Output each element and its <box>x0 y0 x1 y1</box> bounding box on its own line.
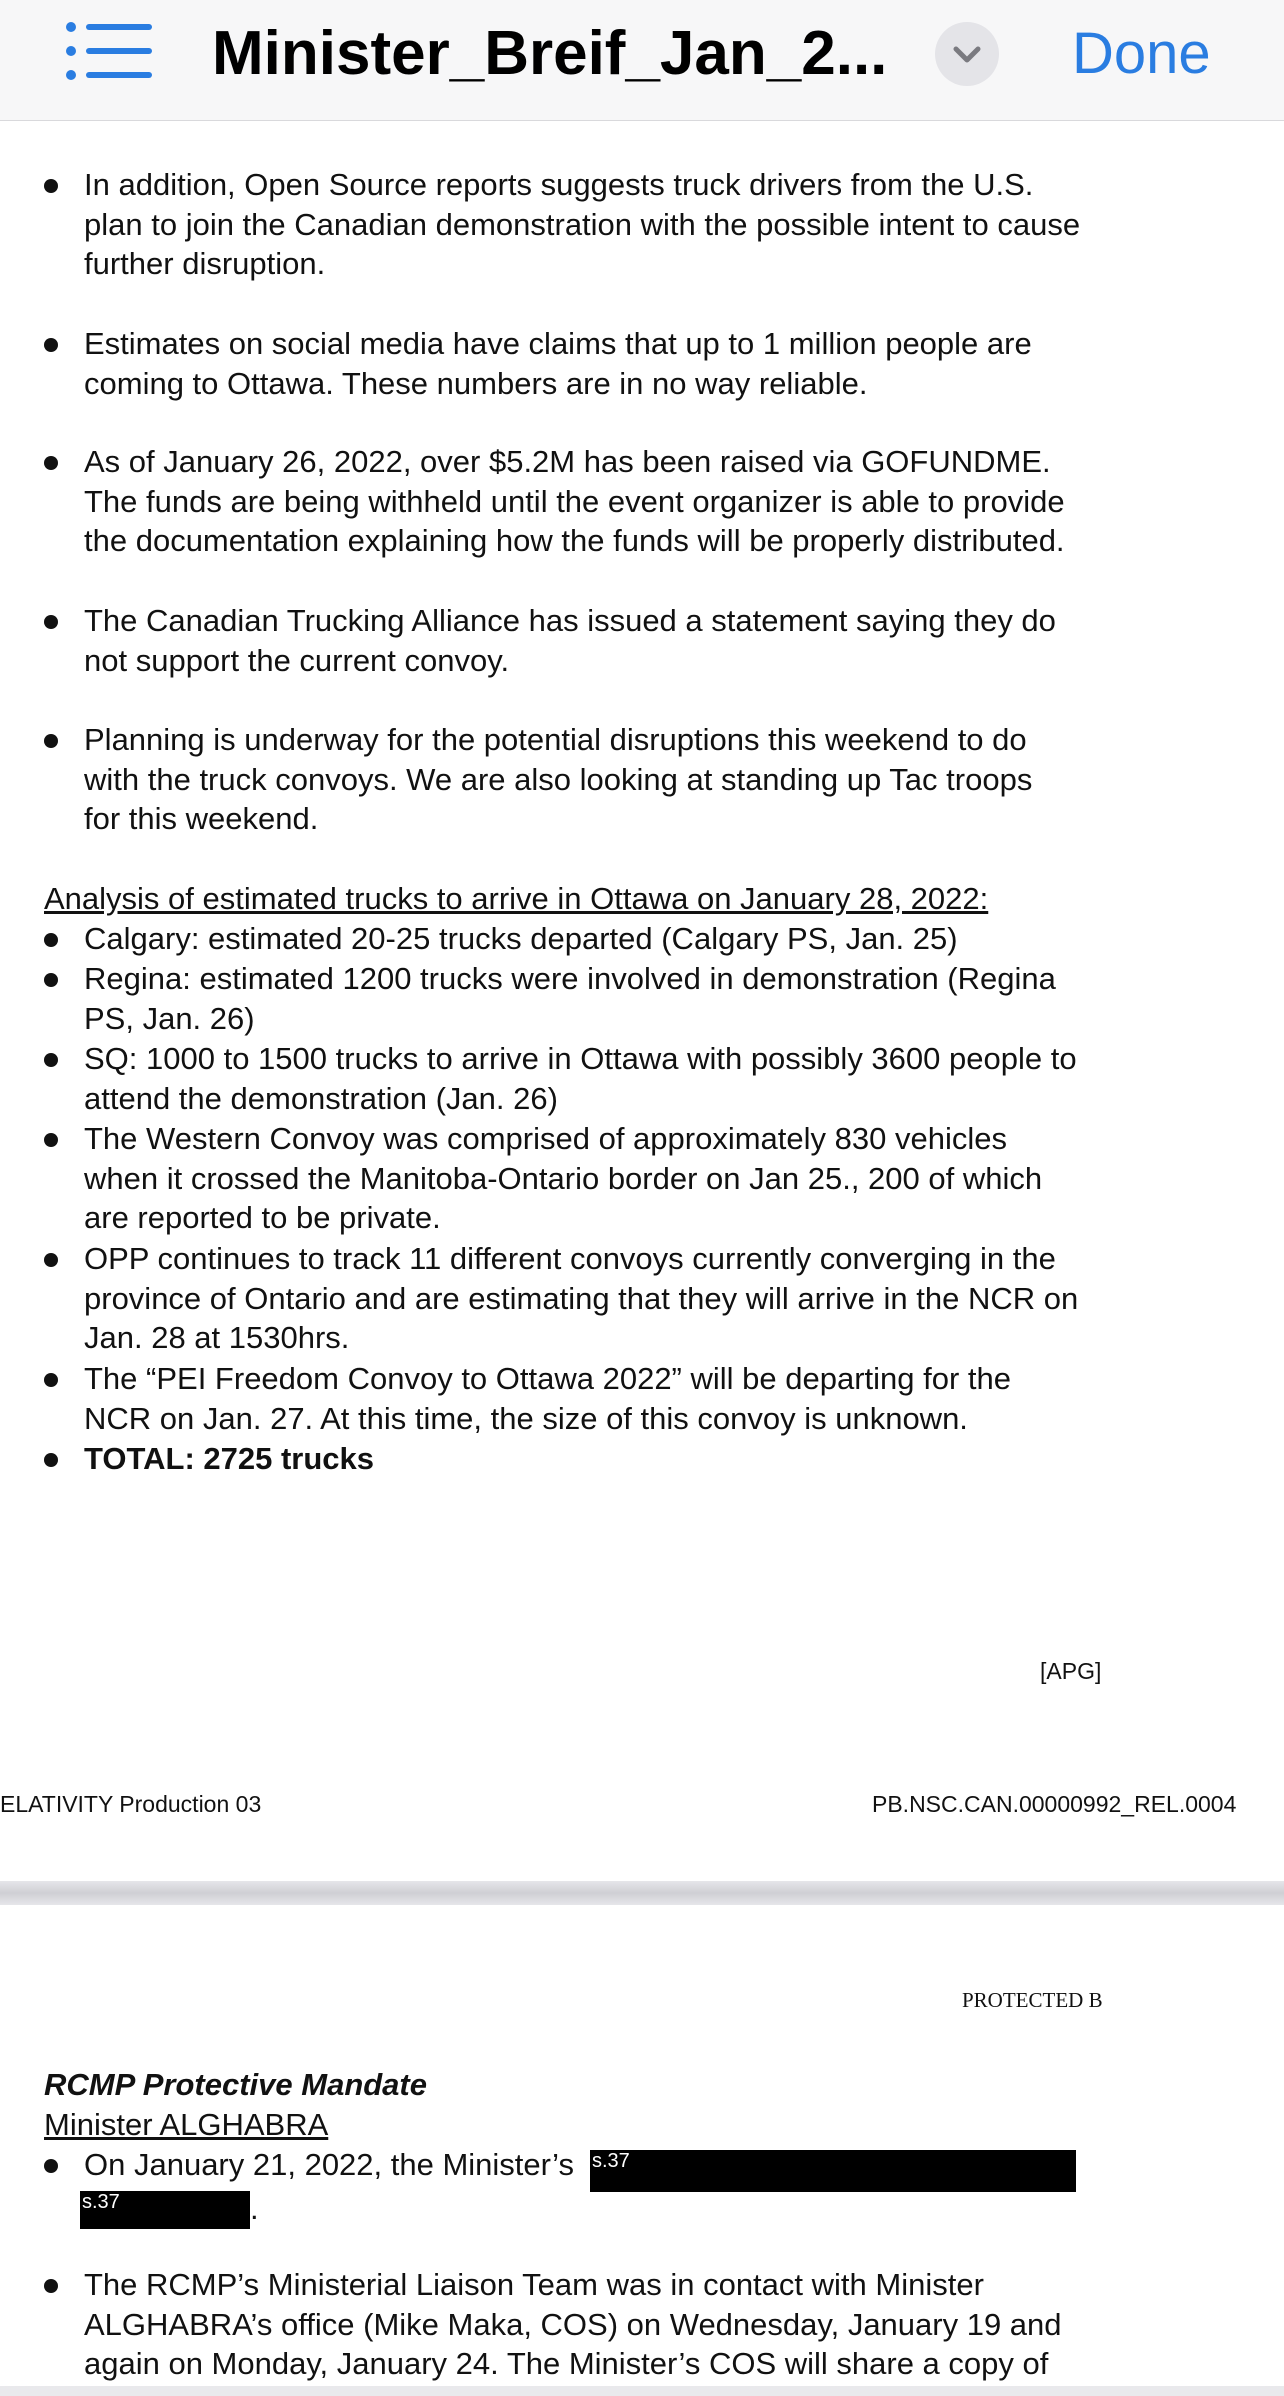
bullet-line: On January 21, 2022, the Minister’s <box>84 2147 574 2182</box>
bullet-line: As of January 26, 2022, over $5.2M has been raised via GOFUNDME. <box>84 444 1051 479</box>
protected-label: PROTECTED B <box>962 1988 1103 2012</box>
bullet-line: The funds are being withheld until the event organizer is able to provide <box>84 483 1065 519</box>
bullet-line: plan to join the Canadian demonstration with the possible intent to cause <box>84 206 1081 242</box>
bullet-icon <box>44 1373 58 1387</box>
document-page-2 <box>0 1905 1284 2396</box>
redaction-box: s.37 <box>590 2150 1076 2192</box>
bullet-icon <box>44 338 58 352</box>
bullet-icon <box>44 1133 58 1147</box>
apg-marker: [APG] <box>1040 1658 1102 1684</box>
bullet-icon <box>44 456 58 470</box>
bullet-line: Jan. 28 at 1530hrs. <box>84 1320 350 1355</box>
bullet-line: when it crossed the Manitoba-Ontario border on Jan 25., 200 of which <box>84 1160 1043 1196</box>
bullet-line: with the truck convoys. We are also looking at standing up Tac troops <box>84 761 1033 797</box>
bullet-line: again on Monday, January 24. The Minister’s COS will share a copy of <box>84 2346 1049 2381</box>
title-menu-button[interactable] <box>935 22 999 86</box>
bullet-line: In addition, Open Source reports suggests truck drivers from the U.S. <box>84 167 1034 202</box>
bullet-line: Calgary: estimated 20-25 trucks departed (Calgary PS, Jan. 25) <box>84 921 958 956</box>
bullet-line: The Canadian Trucking Alliance has issued a statement saying they do <box>84 603 1056 638</box>
bullet-line: are reported to be private. <box>84 1200 441 1235</box>
list-icon[interactable] <box>66 22 152 80</box>
bullet-icon <box>44 179 58 193</box>
done-button[interactable]: Done <box>1072 21 1211 86</box>
bullet-line: for this weekend. <box>84 801 319 836</box>
bullet-line: Planning is underway for the potential disruptions this weekend to do <box>84 722 1027 757</box>
bullet-icon <box>44 734 58 748</box>
bullet-line: PS, Jan. 26) <box>84 1000 255 1036</box>
page-footer-left: ELATIVITY Production 03 <box>0 1791 262 1817</box>
bullet-icon <box>44 1053 58 1067</box>
document-title: Minister_Breif_Jan_2... <box>212 19 888 88</box>
bullet-line: not support the current convoy. <box>84 642 510 678</box>
bullet-line: The RCMP’s Ministerial Liaison Team was in contact with Minister <box>84 2267 984 2302</box>
bullet-line: The “PEI Freedom Convoy to Ottawa 2022” will be departing for the <box>84 1361 1012 1396</box>
bullet-line: attend the demonstration (Jan. 26) <box>84 1080 558 1116</box>
minister-heading: Minister ALGHABRA <box>44 2107 329 2142</box>
bullet-line: coming to Ottawa. These numbers are in no way reliable. <box>84 365 868 401</box>
bullet-line: NCR on Jan. 27. At this time, the size of this convoy is unknown. <box>84 1400 968 1436</box>
bullet-line: SQ: 1000 to 1500 trucks to arrive in Ottawa with possibly 3600 people to <box>84 1041 1077 1076</box>
bullet-icon <box>44 933 58 947</box>
redaction-box: s.37 <box>80 2191 250 2229</box>
bullet-line: OPP continues to track 11 different convoys currently converging in the <box>84 1241 1056 1276</box>
bullet-icon <box>44 1253 58 1267</box>
bullet-line: Regina: estimated 1200 trucks were involved in demonstration (Regina <box>84 961 1056 996</box>
analysis-heading: Analysis of estimated trucks to arrive in Ottawa on January 28, 2022: <box>44 881 989 916</box>
total-trucks: TOTAL: 2725 trucks <box>84 1441 375 1476</box>
chevron-down-icon <box>935 22 999 86</box>
bullet-icon <box>44 2279 58 2293</box>
page-separator <box>0 1881 1284 1905</box>
bullet-line: the documentation explaining how the funds will be properly distributed. <box>84 523 1065 558</box>
bullet-line: province of Ontario and are estimating that they will arrive in the NCR on <box>84 1280 1079 1316</box>
bullet-icon <box>44 615 58 629</box>
page-footer-right: PB.NSC.CAN.00000992_REL.0004 <box>872 1791 1237 1817</box>
bullet-icon <box>44 2159 58 2173</box>
bullet-icon <box>44 1453 58 1467</box>
top-navigation-bar <box>0 0 1284 121</box>
section-title: RCMP Protective Mandate <box>44 2067 427 2102</box>
bullet-line: Estimates on social media have claims that up to 1 million people are <box>84 326 1032 361</box>
bullet-line: further disruption. <box>84 246 326 281</box>
bottom-edge <box>0 2386 1284 2396</box>
bullet-line-end: . <box>250 2191 259 2226</box>
bullet-line: The Western Convoy was comprised of approximately 830 vehicles <box>84 1121 1007 1156</box>
bullet-icon <box>44 973 58 987</box>
bullet-line: ALGHABRA’s office (Mike Maka, COS) on Wednesday, January 19 and <box>84 2306 1062 2342</box>
document-page-1 <box>0 121 1284 1881</box>
